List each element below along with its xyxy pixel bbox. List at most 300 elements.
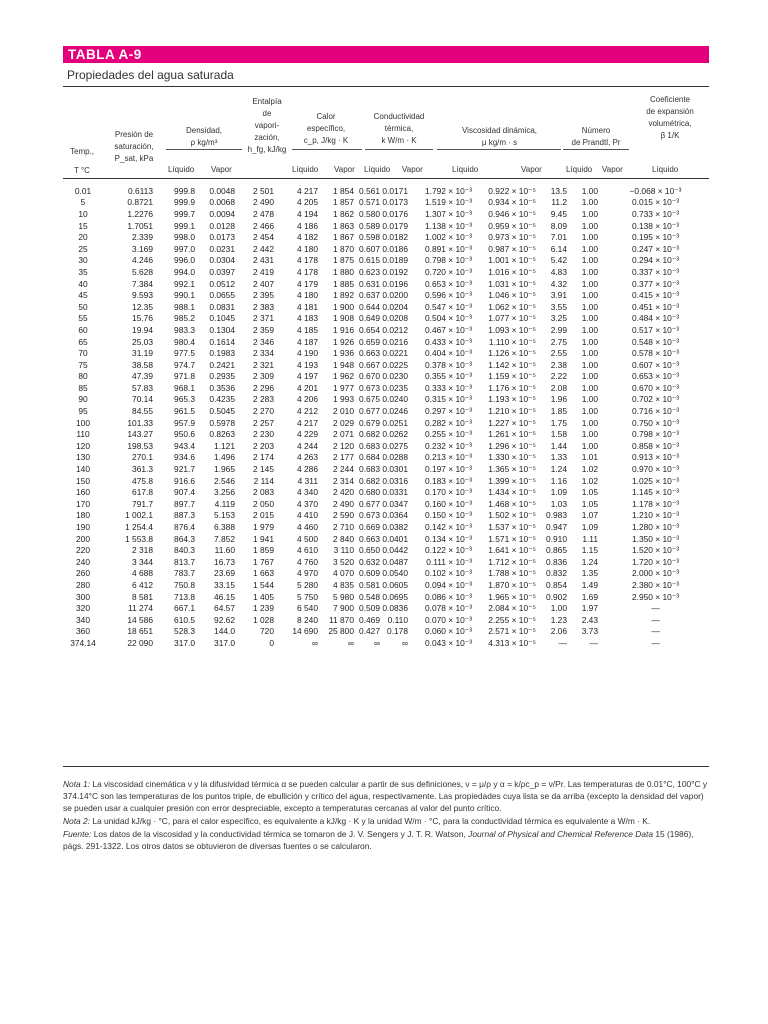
sub-header-conductividad-liquido: Líquido	[364, 165, 391, 174]
cell-densidad-vapor: 4.119	[214, 498, 235, 509]
cell-densidad-vapor: 11.60	[214, 545, 235, 556]
cell-densidad-liquido: 921.7	[174, 464, 195, 475]
cell-prandtl-vapor: 1.24	[581, 556, 598, 567]
cell-densidad-vapor: 0.0655	[209, 290, 235, 301]
cell-temp: 200	[76, 533, 90, 544]
cell-expansion-liquido: 2.380 × 10⁻³	[631, 579, 680, 590]
cell-entalpia: 2 395	[253, 290, 274, 301]
cell-conductividad-vapor: 0.110	[387, 614, 408, 625]
table-row	[63, 463, 709, 475]
cell-densidad-liquido: 750.8	[174, 579, 195, 590]
cell-conductividad-vapor: 0.0240	[382, 394, 408, 405]
cell-densidad-liquido: 997.0	[174, 243, 195, 254]
fuente-text: Los datos de la viscosidad y la conductividad térmica se tomaron de J. V. Sengers y J. T. R. Watson,	[93, 829, 466, 839]
cell-conductividad-vapor: 0.0179	[382, 220, 408, 231]
cell-temp: 220	[76, 545, 90, 556]
cell-expansion-liquido: 0.548 × 10⁻³	[631, 336, 680, 347]
table-row	[63, 301, 709, 313]
cell-viscosidad-vapor: 1.046 × 10⁻⁵	[488, 290, 536, 301]
cell-presion: 70.14	[132, 394, 153, 405]
cell-calor-vapor: 1 892	[333, 290, 354, 301]
cell-prandtl-vapor: —	[589, 637, 598, 648]
cell-viscosidad-vapor: 1.159 × 10⁻⁵	[488, 371, 536, 382]
cell-conductividad-vapor: 0.0382	[382, 522, 408, 533]
cell-viscosidad-liquido: 0.504 × 10⁻³	[424, 313, 472, 324]
cell-calor-vapor: 1 863	[333, 220, 354, 231]
table-row	[63, 266, 709, 278]
cell-calor-vapor: 1 875	[333, 255, 354, 266]
cell-calor-liquido: 4 970	[297, 568, 318, 579]
table-row	[63, 591, 709, 603]
cell-entalpia: 2 371	[253, 313, 274, 324]
nota-1	[63, 778, 711, 814]
cell-expansion-liquido: —	[651, 603, 660, 614]
cell-viscosidad-liquido: 0.720 × 10⁻³	[424, 266, 472, 277]
cell-prandtl-liquido: 8.09	[550, 220, 567, 231]
cell-densidad-liquido: 840.3	[174, 545, 195, 556]
cell-temp: 110	[76, 429, 90, 440]
cell-temp: 40	[78, 278, 88, 289]
cell-presion: 7.384	[132, 278, 153, 289]
cell-conductividad-vapor: 0.0176	[382, 208, 408, 219]
cell-prandtl-vapor: 1.00	[581, 232, 598, 243]
cell-conductividad-vapor: 0.0288	[382, 452, 408, 463]
cell-temp: 190	[76, 522, 90, 533]
table-row	[63, 278, 709, 290]
cell-entalpia: 1 941	[253, 533, 274, 544]
table-row	[63, 521, 709, 533]
cell-densidad-liquido: 999.8	[174, 185, 195, 196]
cell-prandtl-vapor: 1.02	[581, 464, 598, 475]
cell-conductividad-vapor: 0.0189	[382, 255, 408, 266]
cell-entalpia: 1 405	[253, 591, 274, 602]
cell-densidad-vapor: 0.8263	[209, 429, 235, 440]
cell-prandtl-liquido: 13.5	[550, 185, 567, 196]
cell-viscosidad-liquido: 1.002 × 10⁻³	[424, 232, 472, 243]
cell-conductividad-vapor: 0.0347	[382, 498, 408, 509]
cell-densidad-vapor: 0.4235	[209, 394, 235, 405]
cell-conductividad-vapor: 0.0216	[382, 336, 408, 347]
cell-viscosidad-vapor: 1.365 × 10⁻⁵	[488, 464, 536, 475]
table-row	[63, 417, 709, 429]
header-viscosidad	[437, 125, 562, 149]
cell-conductividad-liquido: 0.615	[359, 255, 380, 266]
cell-entalpia: 1 544	[253, 579, 274, 590]
cell-densidad-vapor: 5.153	[214, 510, 235, 521]
cell-prandtl-liquido: 2.55	[550, 348, 567, 359]
cell-densidad-vapor: 0.0304	[209, 255, 235, 266]
cell-presion: 4 688	[132, 568, 153, 579]
cell-entalpia: 2 431	[253, 255, 274, 266]
cell-viscosidad-liquido: 0.122 × 10⁻³	[424, 545, 472, 556]
cell-viscosidad-liquido: 0.160 × 10⁻³	[424, 498, 472, 509]
cell-viscosidad-vapor: 1.093 × 10⁻⁵	[488, 324, 536, 335]
cell-prandtl-vapor: 1.00	[581, 359, 598, 370]
cell-temp: 140	[76, 464, 90, 475]
cell-viscosidad-liquido: 1.307 × 10⁻³	[424, 208, 472, 219]
cell-expansion-liquido: 0.607 × 10⁻³	[631, 359, 680, 370]
cell-entalpia: 2 296	[253, 382, 274, 393]
cell-viscosidad-vapor: 1.016 × 10⁻⁵	[488, 266, 536, 277]
table-row	[63, 382, 709, 394]
cell-viscosidad-liquido: 0.333 × 10⁻³	[424, 382, 472, 393]
cell-prandtl-vapor: 1.00	[581, 290, 598, 301]
cell-densidad-vapor: 0.0512	[209, 278, 235, 289]
header-entalpia-line4: zación,	[254, 133, 280, 142]
cell-conductividad-liquido: 0.571	[359, 197, 380, 208]
cell-viscosidad-liquido: 0.070 × 10⁻³	[424, 614, 472, 625]
cell-prandtl-liquido: 1.16	[550, 475, 567, 486]
sub-header-calor-liquido: Líquido	[292, 165, 319, 174]
cell-conductividad-liquido: 0.607	[359, 243, 380, 254]
cell-expansion-liquido: 0.653 × 10⁻³	[631, 371, 680, 382]
cell-calor-liquido: 4 244	[297, 440, 318, 451]
cell-densidad-vapor: 0.3536	[209, 382, 235, 393]
cell-conductividad-liquido: 0.663	[359, 348, 380, 359]
cell-entalpia: 1 767	[253, 556, 274, 567]
cell-prandtl-vapor: 1.00	[581, 336, 598, 347]
cell-expansion-liquido: 2.000 × 10⁻³	[631, 568, 680, 579]
cell-entalpia: 2 174	[253, 452, 274, 463]
cell-presion: 84.55	[132, 406, 153, 417]
nota-1-label: Nota 1:	[63, 779, 91, 789]
cell-viscosidad-vapor: 1.227 × 10⁻⁵	[488, 417, 536, 428]
cell-prandtl-vapor: 1.00	[581, 371, 598, 382]
table-row	[63, 579, 709, 591]
nota-1-text: La viscosidad cinemática ν y la difusividad térmica α se pueden calcular a partir de sus definiciones, ν = μ/ρ y α = k/ρc_p = ν/Pr. Las temperaturas de 0.01°C, 100°C y 374.14°C son las temperaturas de los puntos triple, de ebullición y crítico del agua, respectivamente. Las propiedades cuya lista se da arriba (excepto la densidad del vapor) se pueden usar a cualquier presión con error despreciable, excepto a temperaturas cercanas al valor del punto crítico.	[63, 779, 708, 813]
cell-presion: 1 254.4	[125, 522, 153, 533]
cell-conductividad-liquido: 0.632	[359, 556, 380, 567]
cell-prandtl-vapor: 1.00	[581, 266, 598, 277]
table-row	[63, 568, 709, 580]
table-row	[63, 556, 709, 568]
cell-densidad-liquido: 992.1	[174, 278, 195, 289]
cell-presion: 143.27	[127, 429, 153, 440]
cell-prandtl-vapor: 1.69	[581, 591, 598, 602]
table-row	[63, 533, 709, 545]
cell-densidad-liquido: 977.5	[174, 348, 195, 359]
cell-calor-liquido: 4 263	[297, 452, 318, 463]
cell-conductividad-vapor: 0.0836	[382, 603, 408, 614]
cell-densidad-liquido: 971.8	[174, 371, 195, 382]
cell-conductividad-vapor: ∞	[402, 637, 408, 648]
cell-densidad-vapor: 0.1983	[209, 348, 235, 359]
cell-densidad-vapor: 0.2935	[209, 371, 235, 382]
cell-entalpia: 2 283	[253, 394, 274, 405]
cell-viscosidad-liquido: 1.792 × 10⁻³	[424, 185, 472, 196]
cell-viscosidad-liquido: 0.315 × 10⁻³	[424, 394, 472, 405]
cell-viscosidad-liquido: 0.111 × 10⁻³	[426, 556, 472, 567]
header-calor-line3: c_p, J/kg · K	[303, 136, 349, 145]
cell-viscosidad-vapor: 2.084 × 10⁻⁵	[488, 603, 536, 614]
table-row	[63, 475, 709, 487]
cell-prandtl-vapor: 1.09	[581, 522, 598, 533]
cell-expansion-liquido: 2.950 × 10⁻³	[631, 591, 680, 602]
cell-viscosidad-vapor: 1.126 × 10⁻⁵	[488, 348, 536, 359]
cell-densidad-liquido: 317.0	[174, 637, 195, 648]
cell-temp: 180	[76, 510, 90, 521]
cell-viscosidad-liquido: 0.232 × 10⁻³	[424, 440, 472, 451]
header-temp	[70, 146, 94, 158]
cell-prandtl-liquido: 2.22	[550, 371, 567, 382]
cell-presion: 47.39	[132, 371, 153, 382]
cell-prandtl-liquido: 0.947	[546, 522, 567, 533]
cell-prandtl-vapor: 1.02	[581, 475, 598, 486]
cell-calor-vapor: 1 993	[333, 394, 354, 405]
cell-temp: 320	[76, 603, 90, 614]
cell-presion: 3 344	[132, 556, 153, 567]
cell-expansion-liquido: 0.517 × 10⁻³	[631, 324, 680, 335]
cell-densidad-liquido: 994.0	[174, 266, 195, 277]
cell-viscosidad-liquido: 0.094 × 10⁻³	[424, 579, 472, 590]
cell-densidad-vapor: 33.15	[214, 579, 235, 590]
header-prandtl	[563, 125, 629, 149]
cell-presion: 617.8	[132, 487, 153, 498]
header-entalpia	[247, 96, 287, 156]
cell-presion: 361.3	[132, 464, 153, 475]
cell-prandtl-liquido: 4.32	[550, 278, 567, 289]
cell-entalpia: 2 490	[253, 197, 274, 208]
cell-prandtl-liquido: 3.55	[550, 301, 567, 312]
fuente-label: Fuente:	[63, 829, 92, 839]
cell-prandtl-vapor: 1.05	[581, 487, 598, 498]
fuente-journal: Journal of Physical and Chemical Reference Data	[468, 829, 653, 839]
cell-expansion-liquido: —	[651, 637, 660, 648]
cell-prandtl-liquido: 0.854	[546, 579, 567, 590]
cell-calor-vapor: 1 948	[333, 359, 354, 370]
cell-densidad-liquido: 974.7	[174, 359, 195, 370]
cell-temp: 0.01	[74, 185, 92, 196]
cell-viscosidad-vapor: 0.922 × 10⁻⁵	[488, 185, 536, 196]
cell-temp: 100	[76, 417, 90, 428]
cell-calor-liquido: 4 178	[297, 255, 318, 266]
cell-prandtl-vapor: 3.73	[581, 626, 598, 637]
cell-temp: 90	[78, 394, 88, 405]
cell-prandtl-vapor: 1.00	[581, 348, 598, 359]
header-prandtl-line2: de Prandtl, Pr	[571, 138, 621, 147]
cell-calor-vapor: 2 177	[333, 452, 354, 463]
cell-conductividad-liquido: 0.598	[359, 232, 380, 243]
cell-conductividad-vapor: 0.0192	[382, 266, 408, 277]
cell-temp: 15	[78, 220, 88, 231]
cell-prandtl-liquido: 1.24	[550, 464, 567, 475]
cell-expansion-liquido: 0.858 × 10⁻³	[631, 440, 680, 451]
cell-calor-liquido: 4 194	[297, 208, 318, 219]
cell-temp: 95	[78, 406, 88, 417]
cell-expansion-liquido: 0.750 × 10⁻³	[631, 417, 680, 428]
table-row	[63, 347, 709, 359]
cell-presion: 25.03	[132, 336, 153, 347]
cell-viscosidad-liquido: 0.078 × 10⁻³	[424, 603, 472, 614]
cell-temp: 65	[78, 336, 88, 347]
fuente-text-2: 15 (1986), págs. 291-1322. Los otros datos se obtuvieron de diversas fuentes o se calcularon.	[63, 829, 694, 851]
cell-calor-vapor: 11 870	[329, 614, 354, 625]
cell-prandtl-vapor: 1.05	[581, 498, 598, 509]
table-row	[63, 371, 709, 383]
cell-prandtl-vapor: 1.15	[581, 545, 598, 556]
cell-calor-liquido: 4 340	[297, 487, 318, 498]
cell-densidad-vapor: 2.546	[214, 475, 235, 486]
cell-conductividad-liquido: 0.667	[359, 359, 380, 370]
table-label: TABLA A-9	[68, 47, 142, 62]
cell-viscosidad-liquido: 0.653 × 10⁻³	[424, 278, 472, 289]
cell-calor-vapor: 2 420	[333, 487, 354, 498]
cell-densidad-liquido: 985.2	[174, 313, 195, 324]
cell-densidad-liquido: 934.6	[174, 452, 195, 463]
cell-densidad-liquido: 943.4	[174, 440, 195, 451]
cell-viscosidad-vapor: 1.031 × 10⁻⁵	[488, 278, 536, 289]
cell-prandtl-liquido: 0.836	[546, 556, 567, 567]
cell-calor-vapor: 2 244	[333, 464, 354, 475]
cell-entalpia: 2 466	[253, 220, 274, 231]
cell-expansion-liquido: 1.520 × 10⁻³	[631, 545, 680, 556]
cell-prandtl-liquido: —	[558, 637, 567, 648]
cell-expansion-liquido: 0.451 × 10⁻³	[631, 301, 680, 312]
cell-expansion-liquido: 0.578 × 10⁻³	[631, 348, 680, 359]
cell-conductividad-vapor: 0.0487	[382, 556, 408, 567]
cell-entalpia: 2 309	[253, 371, 274, 382]
header-entalpia-line2: de	[262, 109, 272, 118]
cell-temp: 120	[76, 440, 90, 451]
cell-temp: 150	[76, 475, 90, 486]
cell-viscosidad-liquido: 0.798 × 10⁻³	[424, 255, 472, 266]
cell-conductividad-vapor: 0.0171	[382, 185, 408, 196]
cell-calor-liquido: 4 460	[297, 522, 318, 533]
cell-entalpia: 2 203	[253, 440, 274, 451]
table-row	[63, 185, 709, 197]
cell-conductividad-vapor: 0.0442	[382, 545, 408, 556]
table-row	[63, 637, 709, 649]
table-row	[63, 243, 709, 255]
cell-conductividad-vapor: 0.0204	[382, 301, 408, 312]
cell-calor-vapor: 4 070	[333, 568, 354, 579]
cell-prandtl-liquido: 2.38	[550, 359, 567, 370]
cell-conductividad-vapor: 0.0173	[382, 197, 408, 208]
cell-temp: 340	[76, 614, 90, 625]
cell-conductividad-liquido: 0.561	[359, 185, 380, 196]
fuente	[63, 828, 711, 852]
cell-densidad-liquido: 999.9	[174, 197, 195, 208]
cell-viscosidad-vapor: 0.934 × 10⁻⁵	[488, 197, 536, 208]
cell-conductividad-liquido: 0.649	[359, 313, 380, 324]
cell-entalpia: 2 359	[253, 324, 274, 335]
cell-calor-liquido: 4 410	[297, 510, 318, 521]
cell-prandtl-liquido: 0.865	[546, 545, 567, 556]
cell-calor-vapor: 1 908	[333, 313, 354, 324]
cell-entalpia: 2 230	[253, 429, 274, 440]
cell-prandtl-vapor: 1.00	[581, 417, 598, 428]
cell-prandtl-vapor: 2.43	[581, 614, 598, 625]
nota-2-label: Nota 2:	[63, 816, 91, 826]
table-row	[63, 428, 709, 440]
cell-densidad-vapor: 0.1045	[209, 313, 235, 324]
cell-calor-liquido: 4 217	[297, 417, 318, 428]
calor-group-rule	[292, 149, 362, 150]
cell-calor-vapor: 1 885	[333, 278, 354, 289]
header-calor	[290, 111, 362, 147]
cell-conductividad-vapor: 0.0235	[382, 382, 408, 393]
cell-temp: 20	[78, 232, 88, 243]
cell-densidad-vapor: 0.0231	[209, 243, 235, 254]
cell-prandtl-liquido: 0.902	[546, 591, 567, 602]
cell-entalpia: 2 346	[253, 336, 274, 347]
cell-densidad-vapor: 7.852	[214, 533, 235, 544]
cell-prandtl-liquido: 5.42	[550, 255, 567, 266]
cell-prandtl-liquido: 11.2	[551, 197, 567, 208]
header-expansion-line4: β 1/K	[660, 131, 680, 140]
cell-presion: 1 002.1	[125, 510, 153, 521]
cell-conductividad-vapor: 0.178	[387, 626, 408, 637]
cell-calor-liquido: 4 187	[297, 336, 318, 347]
cell-prandtl-vapor: 1.00	[581, 243, 598, 254]
cell-densidad-vapor: 1.496	[214, 452, 235, 463]
cell-conductividad-vapor: 0.0182	[382, 232, 408, 243]
cell-prandtl-liquido: 3.91	[550, 290, 567, 301]
cell-densidad-liquido: 876.4	[174, 522, 195, 533]
cell-temp: 85	[78, 382, 88, 393]
cell-conductividad-liquido: 0.682	[359, 429, 380, 440]
cell-densidad-vapor: 0.0173	[209, 232, 235, 243]
cell-conductividad-liquido: 0.609	[359, 568, 380, 579]
cell-conductividad-liquido: 0.637	[359, 290, 380, 301]
cell-densidad-liquido: 968.1	[174, 382, 195, 393]
cell-prandtl-vapor: 1.00	[581, 429, 598, 440]
cell-calor-liquido: 4 186	[297, 220, 318, 231]
cell-prandtl-liquido: 4.83	[550, 266, 567, 277]
cell-conductividad-vapor: 0.0275	[382, 440, 408, 451]
cell-densidad-liquido: 983.3	[174, 324, 195, 335]
cell-calor-liquido: 4 206	[297, 394, 318, 405]
cell-viscosidad-liquido: 0.150 × 10⁻³	[424, 510, 472, 521]
header-expansion	[632, 94, 708, 142]
cell-entalpia: 2 334	[253, 348, 274, 359]
cell-prandtl-vapor: 1.00	[581, 208, 598, 219]
cell-temp: 5	[80, 197, 86, 208]
cell-calor-vapor: 2 590	[333, 510, 354, 521]
cell-expansion-liquido: 0.377 × 10⁻³	[631, 278, 680, 289]
cell-entalpia: 2 270	[253, 406, 274, 417]
header-expansion-line3: volumétrica,	[648, 119, 692, 128]
cell-presion: 12.35	[132, 301, 153, 312]
cell-prandtl-vapor: 1.97	[581, 603, 598, 614]
cell-densidad-vapor: 0.0068	[209, 197, 235, 208]
cell-viscosidad-vapor: 4.313 × 10⁻⁵	[488, 637, 536, 648]
cell-presion: 31.19	[132, 348, 153, 359]
cell-densidad-liquido: 998.0	[174, 232, 195, 243]
cell-entalpia: 2 257	[253, 417, 274, 428]
cell-presion: 791.7	[132, 498, 153, 509]
cell-densidad-vapor: 92.62	[214, 614, 235, 625]
cell-conductividad-liquido: 0.644	[359, 301, 380, 312]
cell-prandtl-vapor: 1.00	[581, 255, 598, 266]
cell-calor-vapor: 1 962	[333, 371, 354, 382]
cell-calor-liquido: 4 178	[297, 266, 318, 277]
cell-viscosidad-liquido: 0.134 × 10⁻³	[424, 533, 472, 544]
cell-calor-vapor: 1 880	[333, 266, 354, 277]
cell-expansion-liquido: −0.068 × 10⁻³	[629, 185, 682, 196]
cell-prandtl-vapor: 1.00	[581, 394, 598, 405]
table-label-banner	[63, 46, 709, 63]
sub-header-viscosidad-liquido: Líquido	[452, 165, 479, 174]
cell-viscosidad-liquido: 1.138 × 10⁻³	[424, 220, 472, 231]
cell-prandtl-liquido: 0.910	[546, 533, 567, 544]
cell-calor-liquido: 5 750	[297, 591, 318, 602]
cell-temp: 70	[78, 348, 88, 359]
cell-calor-vapor: 3 520	[333, 556, 354, 567]
cell-calor-vapor: 2 314	[333, 475, 354, 486]
cell-conductividad-liquido: 0.683	[359, 440, 380, 451]
cell-prandtl-vapor: 1.00	[581, 185, 598, 196]
